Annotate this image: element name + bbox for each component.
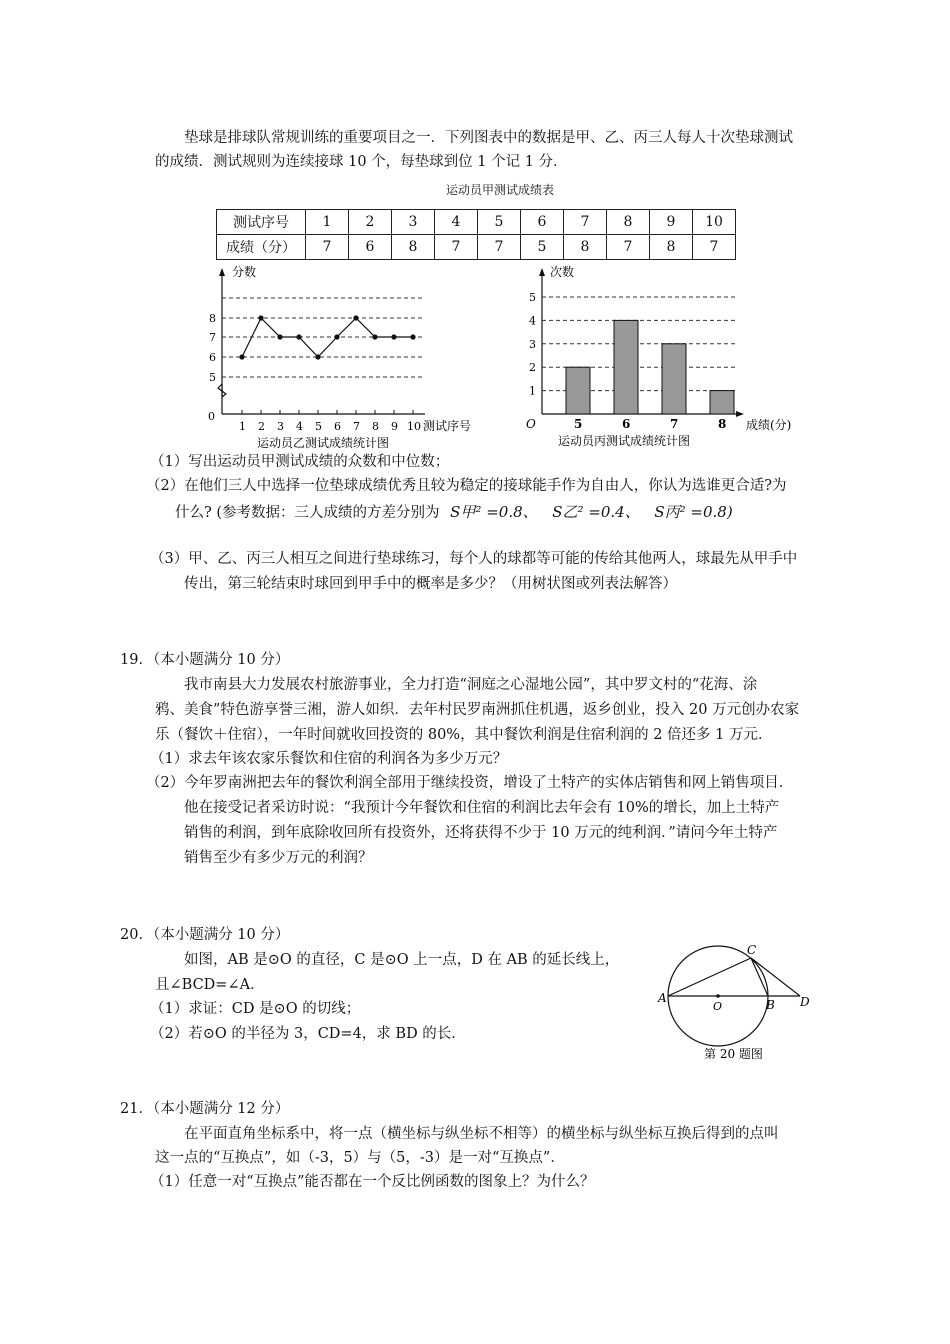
bar [614,320,638,414]
q19-line3: 乐（餐饮＋住宿），一年时间就收回投资的 80%，其中餐饮利润是住宿利润的 2 倍还多 1 万元． [155,727,773,743]
chart-title: 运动员丙测试成绩统计图 [558,434,691,448]
data-point [258,315,263,320]
axes [208,268,425,423]
y-tick-label: 1 [529,384,536,398]
data-point [315,354,320,359]
y-tick-label: 5 [209,371,216,384]
q21-sub1: （1）任意一对“互换点”能否都在一个反比例函数的图象上？为什么？ [150,1174,595,1190]
table-title: 运动员甲测试成绩表 [446,183,555,197]
table-cell: 6 [349,235,392,260]
y-axis-label: 分数 [232,265,257,279]
q19-sub2-line2: 他在接受记者采访时说：“我预计今年餐饮和住宿的利润比去年会有 10%的增长，加上土特产 [184,800,780,816]
origin-label: O [526,417,536,431]
q19-sub2-line4: 销售至少有多少万元的利润？ [184,850,373,866]
data-point [296,334,301,339]
table-cell: 7 [435,235,478,260]
q20-sub1: （1）求证：CD 是⊙O 的切线； [150,1001,361,1017]
q19-line2: 鸦、美食”特色游享誉三湘，游人如织．去年村民罗南洲抓住机遇，返乡创业，投入 20 万元创办农家 [155,702,800,718]
x-tick-label: 9 [391,420,398,433]
data-point [277,334,282,339]
point-c-label: C [747,943,757,957]
q20-line2: 且∠BCD=∠A． [155,977,265,993]
origin-label: 0 [208,410,215,423]
data-point [353,315,358,320]
y-axis-arrow [219,268,225,276]
data-point [372,334,377,339]
data-point [391,334,396,339]
y-axis-label: 次数 [550,265,575,279]
point-o-label: O [713,1000,723,1013]
y-tick-label: 3 [529,337,536,351]
x-axis-label: 成绩(分) [746,418,792,432]
center-dot [716,994,720,998]
variance-bing: S丙² =0.8) [654,503,733,521]
q19-line1: 我市南县大力发展农村旅游事业，全力打造“洞庭之心湿地公园”，其中罗文村的“花海、涂 [184,677,758,693]
y-tick-label: 2 [529,361,536,375]
table-col: 3 [392,210,435,235]
table-col: 9 [650,210,693,235]
chart-title: 运动员乙测试成绩统计图 [257,436,390,450]
q18-sub2-line1: （2）在他们三人中选择一位垫球成绩优秀且较为稳定的接球能手作为自由人，你认为选谁更合适?为 [146,478,787,494]
q18-intro-line2: 的成绩．测试规则为连续接球 10 个，每垫球到位 1 个记 1 分． [155,154,568,170]
data-point [334,334,339,339]
table-cell: 8 [650,235,693,260]
table-col: 1 [306,210,349,235]
x-tick-label: 7 [353,420,360,433]
q18-sub1: （1）写出运动员甲测试成绩的众数和中位数； [150,454,450,470]
q18-sub3-line1: （3）甲、乙、丙三人相互之间进行垫球练习，每个人的球都等可能的传给其他两人，球最先从甲手中 [150,551,798,567]
q19-heading: 19．（本小题满分 10 分） [120,652,290,668]
q18-sub2-line2 [175,502,733,523]
table-cell: 7 [478,235,521,260]
x-axis-label: 测试序号 [423,419,472,433]
y-ticks [209,312,216,384]
q19-sub2-line1: （2）今年罗南洲把去年的餐饮利润全部用于继续投资，增设了土特产的实体店销售和网上销售项目． [146,775,794,791]
bar [566,367,590,414]
x-axis-arrow [736,411,744,417]
table-cell: 8 [392,235,435,260]
bar [710,391,734,414]
x-tick-label: 2 [258,420,265,433]
table-col: 2 [349,210,392,235]
circle-tangent-figure [648,938,818,1068]
table-cell: 8 [564,235,607,260]
data-point [239,354,244,359]
table-cell: 7 [306,235,349,260]
y-tick-label: 7 [209,331,216,344]
x-tick-label: 4 [296,420,303,433]
q20-line1: 如图，AB 是⊙O 的直径，C 是⊙O 上一点，D 在 AB 的延长线上， [184,952,620,968]
variance-yi: S乙² =0.4、 [552,503,640,521]
y-axis-arrow [539,268,545,276]
q18-sub2-prefix: 什么? (参考数据：三人成绩的方差分别为 [175,505,440,521]
chord-cb [751,958,768,996]
q21-line2: 这一点的“互换点”，如（-3，5）与（5，-3）是一对“互换点”． [155,1150,565,1166]
y-tick-label: 6 [209,351,216,364]
table-header-row [217,210,736,235]
x-tick-label: 7 [670,417,679,431]
x-tick-label: 3 [277,420,284,433]
bar [662,344,686,414]
point-b-label: B [766,998,775,1012]
point-a-label: A [658,991,667,1005]
point-d-label: D [800,995,810,1009]
q21-line1: 在平面直角坐标系中，将一点（横坐标与纵坐标不相等）的横坐标与纵坐标互换后得到的点叫 [184,1126,779,1142]
x-tick-label: 6 [622,417,631,431]
variance-jia: S甲² =0.8、 [450,503,538,521]
table-cell: 7 [693,235,736,260]
table-score-row [217,235,736,260]
x-tick-label: 5 [574,417,583,431]
q20-heading: 20．（本小题满分 10 分） [120,927,290,943]
table-header-label: 测试序号 [217,210,306,235]
y-ticks [529,291,536,398]
athlete-yi-line-chart [200,262,500,452]
q19-sub1: （1）求去年该农家乐餐饮和住宿的利润各为多少万元？ [150,751,508,767]
data-point [410,334,415,339]
x-tick-label: 8 [718,417,727,431]
x-tick-label: 5 [315,420,322,433]
y-tick-label: 8 [209,312,216,325]
q19-sub2-line3: 销售的利润，到年底除收回所有投资外，还将获得不少于 10 万元的纯利润．”请问今年土特产 [184,825,778,841]
athlete-bing-bar-chart [520,262,820,452]
table-col: 10 [693,210,736,235]
x-tick-label: 1 [239,420,246,433]
x-tick-label: 6 [334,420,341,433]
y-tick-label: 5 [529,291,536,304]
table-col: 4 [435,210,478,235]
table-score-label: 成绩（分） [217,235,306,260]
table-cell: 5 [521,235,564,260]
table-cell: 7 [607,235,650,260]
x-tick-label: 10 [407,420,421,433]
table-col: 8 [607,210,650,235]
figure-caption: 第 20 题图 [704,1047,763,1061]
q20-sub2: （2）若⊙O 的半径为 3，CD=4，求 BD 的长． [150,1026,466,1042]
q18-intro-line1: 垫球是排球队常规训练的重要项目之一．下列图表中的数据是甲、乙、丙三人每人十次垫球测试 [184,130,793,146]
table-col: 5 [478,210,521,235]
tangent-cd [751,958,800,996]
table-col: 6 [521,210,564,235]
x-tick-label: 8 [372,420,379,433]
y-tick-label: 4 [529,314,536,328]
q18-sub3-line2: 传出，第三轮结束时球回到甲手中的概率是多少？（用树状图或列表法解答） [184,576,677,592]
q21-heading: 21．（本小题满分 12 分） [120,1101,290,1117]
athlete-jia-score-table [216,209,736,260]
table-col: 7 [564,210,607,235]
